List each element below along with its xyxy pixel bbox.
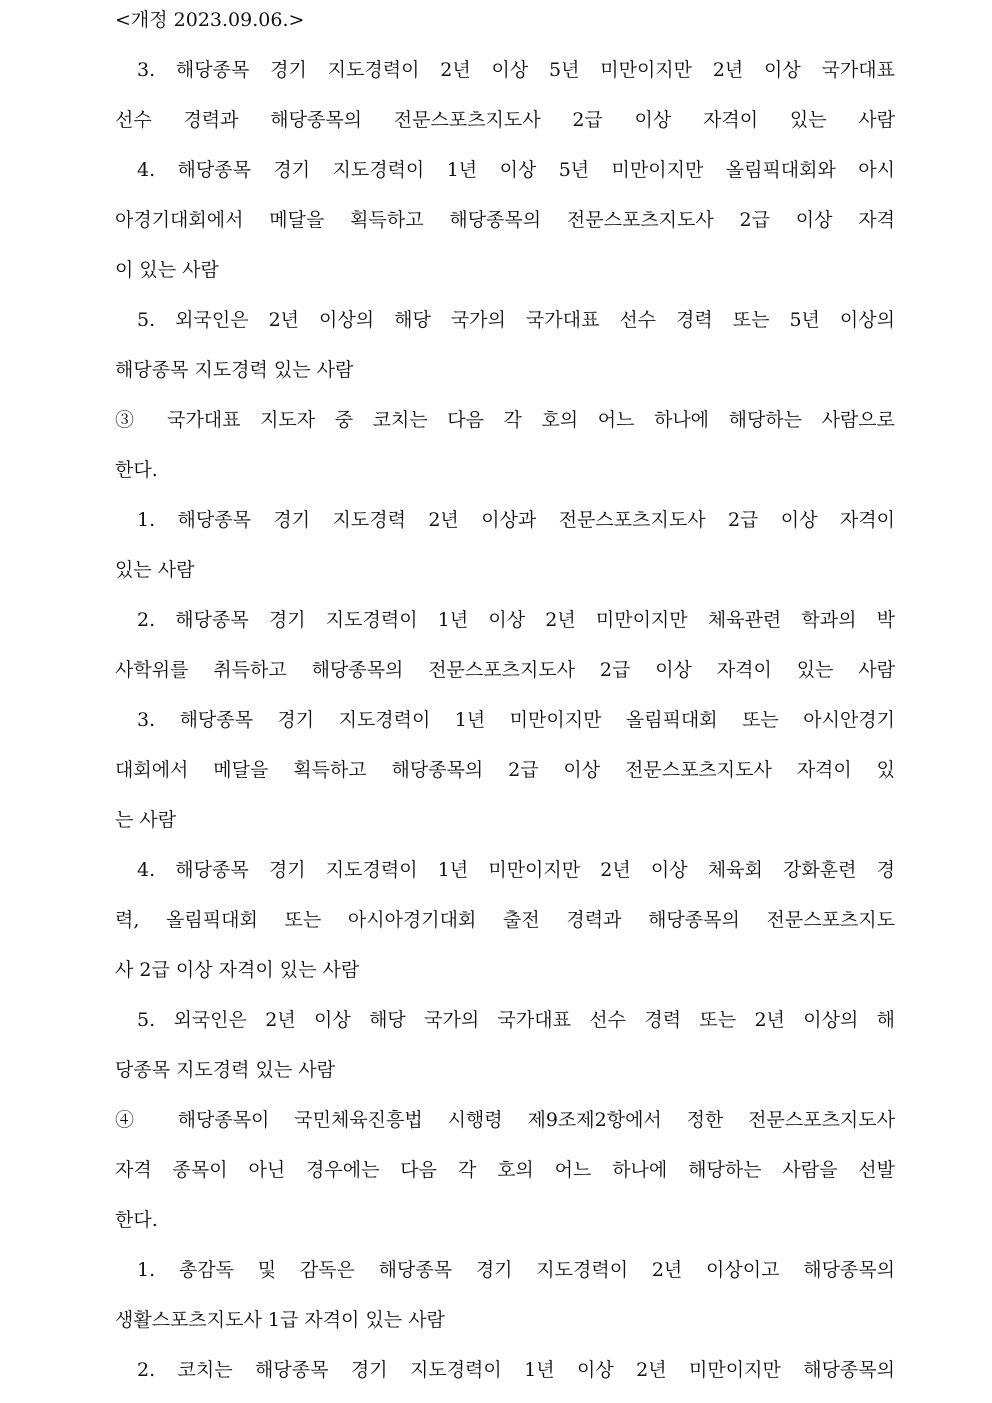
- text-line: 해당종목 지도경력 있는 사람: [115, 359, 354, 381]
- text-line: 는 사람: [115, 809, 177, 831]
- text-line: 5. 외국인은 2년 이상의 해당 국가의 국가대표 선수 경력 또는 5년 이상의: [137, 309, 895, 331]
- text-line: 4. 해당종목 경기 지도경력이 1년 이상 5년 미만이지만 올림픽대회와 아시: [137, 159, 895, 181]
- clause-heading: ④ 해당종목이 국민체육진흥법 시행령 제9조제2항에서 정한 전문스포츠지도사: [115, 1109, 895, 1131]
- text-line: 대회에서 메달을 획득하고 해당종목의 2급 이상 전문스포츠지도사 자격이 있: [115, 759, 895, 781]
- amendment-note: <개정 2023.09.06.>: [115, 9, 305, 31]
- text-line: 력, 올림픽대회 또는 아시아경기대회 출전 경력과 해당종목의 전문스포츠지도: [115, 909, 895, 931]
- text-line: 사학위를 취득하고 해당종목의 전문스포츠지도사 2급 이상 자격이 있는 사람: [115, 659, 895, 681]
- text-line: 아경기대회에서 메달을 획득하고 해당종목의 전문스포츠지도사 2급 이상 자격: [115, 209, 895, 231]
- clause-heading: ③ 국가대표 지도자 중 코치는 다음 각 호의 어느 하나에 해당하는 사람으로: [115, 409, 895, 431]
- text-line: 5. 외국인은 2년 이상 해당 국가의 국가대표 선수 경력 또는 2년 이상의 해: [137, 1009, 895, 1031]
- text-line: 한다.: [115, 1209, 158, 1231]
- text-line: 자격 종목이 아닌 경우에는 다음 각 호의 어느 하나에 해당하는 사람을 선발: [115, 1159, 895, 1181]
- text-line: 2. 해당종목 경기 지도경력이 1년 이상 2년 미만이지만 체육관련 학과의 박: [137, 609, 895, 631]
- text-line: 선수 경력과 해당종목의 전문스포츠지도사 2급 이상 자격이 있는 사람: [115, 109, 895, 131]
- text-line: 생활스포츠지도사 1급 자격이 있는 사람: [115, 1309, 445, 1331]
- text-line: 3. 해당종목 경기 지도경력이 2년 이상 5년 미만이지만 2년 이상 국가대표: [137, 59, 895, 81]
- text-line: 2. 코치는 해당종목 경기 지도경력이 1년 이상 2년 미만이지만 해당종목의: [137, 1359, 895, 1381]
- text-line: 1. 총감독 및 감독은 해당종목 경기 지도경력이 2년 이상이고 해당종목의: [137, 1259, 895, 1281]
- text-line: 1. 해당종목 경기 지도경력 2년 이상과 전문스포츠지도사 2급 이상 자격이: [137, 509, 895, 531]
- text-line: 4. 해당종목 경기 지도경력이 1년 미만이지만 2년 이상 체육회 강화훈련 경: [137, 859, 895, 881]
- text-line: 3. 해당종목 경기 지도경력이 1년 미만이지만 올림픽대회 또는 아시안경기: [137, 709, 895, 731]
- text-line: 한다.: [115, 459, 158, 481]
- text-line: 있는 사람: [115, 559, 195, 581]
- text-line: 당종목 지도경력 있는 사람: [115, 1059, 336, 1081]
- text-line: 이 있는 사람: [115, 259, 219, 281]
- text-line: 사 2급 이상 자격이 있는 사람: [115, 959, 360, 981]
